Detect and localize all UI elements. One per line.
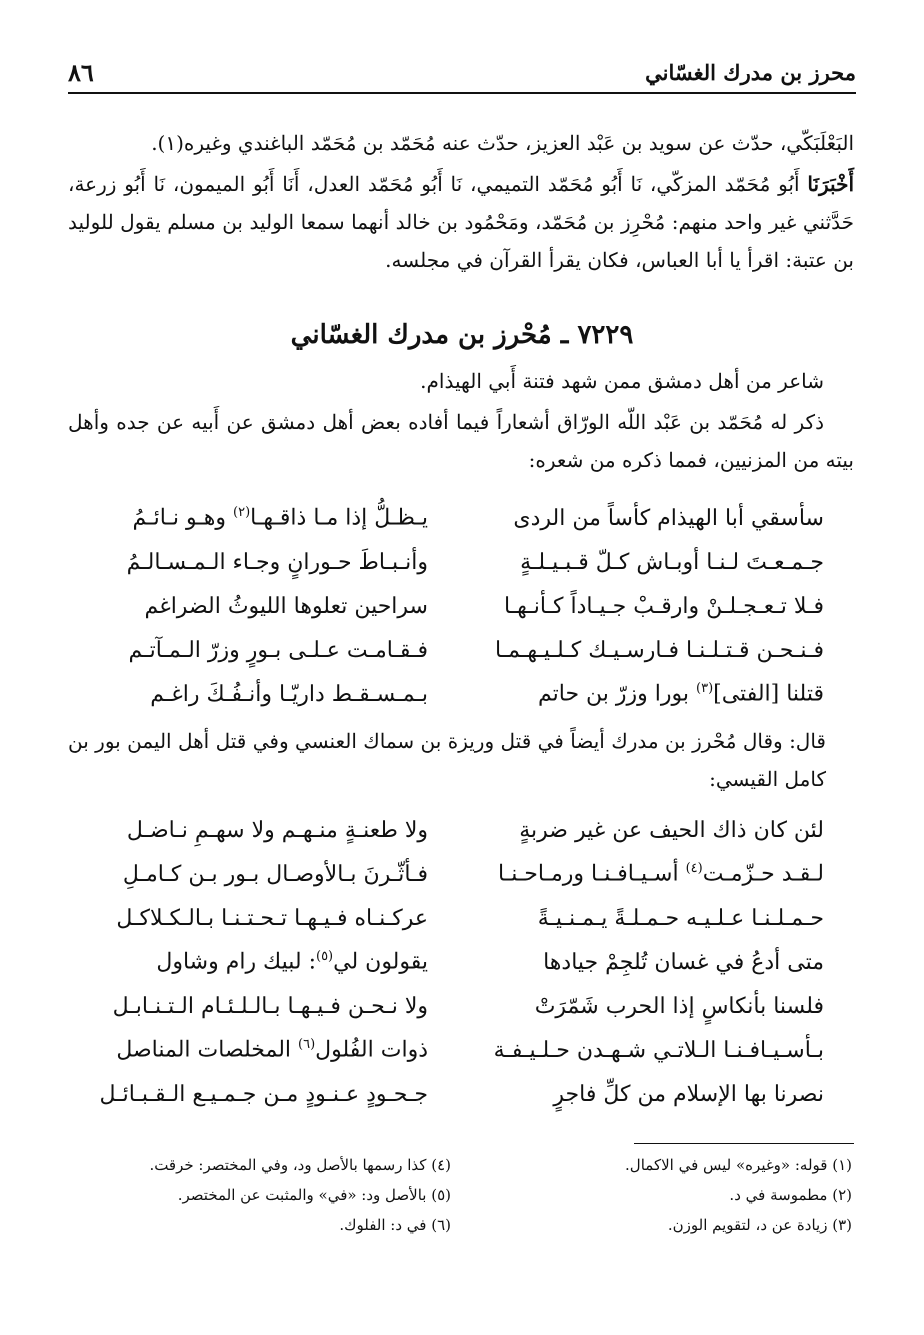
verse-second-hemistich: سراحين تعلوها الليوثُ الضراغم xyxy=(144,593,428,619)
description-text: شاعر من أهل دمشق ممن شهد فتنة أَبي الهيذام. xyxy=(420,369,824,393)
verse xyxy=(90,672,832,716)
footnotes-left-column xyxy=(80,1150,481,1240)
verse-second-hemistich: عركـنـاه فـيـهـا تـحـتـنـا بـالـكـلاكـل xyxy=(116,905,428,931)
isnad-paragraph xyxy=(68,165,854,279)
footnote-marker: (٥) xyxy=(315,949,334,965)
verse-first-hemistich: حـمـلـنـا عـلـيـه حـمـلـةً يـمـنـيـةً xyxy=(537,905,824,931)
verse-second-hemistich: جـحـودٍ عـنـودٍ مـن جـمـيـع الـقـبـائـل xyxy=(99,1081,428,1107)
entry-heading: ٧٢٢٩ ـ مُحْرز بن مدرك الغسّاني xyxy=(290,320,634,350)
intro-text: البَعْلَبَكّي، حدّث عن سويد بن عَبْد العزيز، حدّث عنه مُحَمّد بن مُحَمّد الباغندي وغيره(١). xyxy=(151,131,854,155)
poem-2 xyxy=(90,808,832,1116)
running-title: محرز بن مدرك الغسّاني xyxy=(645,59,856,85)
intro-line xyxy=(68,124,854,162)
verse-first-hemistich: فلسنا بأنكاسٍ إذا الحرب شَمّرَتْ xyxy=(534,993,824,1019)
isnad-text: أَبُو مُحَمّد المزكّي، نَا أَبُو مُحَمّد التميمي، نَا أَبُو مُحَمّد العدل، أَنَا أَبُو الميمون، نَا أَبُو زرعة، حَدَّثني غير واحد منهم: مُحْرِز بن مُحَمّد، ومَحْمُود بن خالد أنهما سمعا الوليد بن مسلم يقول للوليد بن عتبة: اقرأ يا أبا العباس، فكان يقرأ القرآن في مجلسه. xyxy=(68,172,854,272)
source-note-text: ذكر له مُحَمّد بن عَبْد اللّه الورّاق أشعاراً فيما أفاده بعض أهل دمشق عن أَبيه عن جده وأهل بيته من المزنيين، فمما ذكره من شعره: xyxy=(68,410,854,472)
verse xyxy=(90,1028,832,1072)
page-number: ٨٦ xyxy=(68,57,94,87)
footnote: (١) قوله: «وغيره» ليس في الاكمال. xyxy=(625,1156,852,1174)
footnote-marker: (٢) xyxy=(233,505,251,521)
bridge-paragraph xyxy=(68,722,854,798)
verse-second-hemistich: بـمـسـقـط داريّـا وأنـفُـكَ راغـم xyxy=(150,681,428,707)
verse xyxy=(90,984,832,1028)
verse-first-hemistich: لـقـد حـزّمـت$^{(٤)}$ أسـيـافـنـا ورمـاحـنـا xyxy=(498,861,824,887)
footnote: (٤) كذا رسمها بالأصل ود، وفي المختصر: خرقت. xyxy=(149,1156,451,1174)
verse-second-hemistich: وأنـبـاطَ حـورانٍ وجـاء الـمـسـالـمُ xyxy=(126,549,428,575)
verse xyxy=(90,852,832,896)
verse-first-hemistich: بـأسـيـافـنـا الـلاتـي شـهـدن حـلـيـفـة xyxy=(493,1037,824,1063)
verse-second-hemistich: يقولون لي$^{(٥)}$: لبيك رام وشاول xyxy=(156,949,428,975)
footnote: (٢) مطموسة في د. xyxy=(729,1186,852,1204)
page-header xyxy=(68,52,856,94)
verse-second-hemistich: فـقـامـت عـلـى بـورٍ وزرّ الـمـآتـم xyxy=(128,637,428,663)
footnote: (٥) بالأصل ود: «في» والمثبت عن المختصر. xyxy=(177,1186,451,1204)
isnad-lead-word: أَخْبَرَنَا xyxy=(807,172,854,196)
entry-description xyxy=(68,362,854,400)
poem-1 xyxy=(90,496,832,716)
footnote-marker: (٣) xyxy=(696,681,714,697)
verse-second-hemistich: ذوات الفُلول$^{(٦)}$ المخلصات المناصل xyxy=(116,1037,428,1063)
verse-first-hemistich: فـنـحـن قـتـلـنـا فـارسـيـك كـلـيـهـمـا xyxy=(495,637,824,663)
bridge-text: قال: وقال مُحْرز بن مدرك أيضاً في قتل وريزة بن سماك العنسي وفي قتل أهل اليمن بور بن كامل القيسي: xyxy=(68,729,826,791)
footnote-marker: (٦) xyxy=(298,1037,316,1053)
verse-second-hemistich: ولا طعنـةٍ منـهـم ولا سهـمِ نـاضـل xyxy=(126,817,428,843)
verse-second-hemistich: فـأثّـرنَ بـالأوصـال بـور بـن كـامـلِ xyxy=(122,861,428,887)
verse-first-hemistich: سأسقي أبا الهيذام كأساً من الردى xyxy=(513,505,824,531)
verse-first-hemistich: جـمـعـتَ لـنـا أوبـاش كـلّ قـبـيـلـةٍ xyxy=(520,549,824,575)
footnote: (٦) في د: الفلوك. xyxy=(339,1216,451,1234)
verse xyxy=(90,896,832,940)
verse xyxy=(90,496,832,540)
verse xyxy=(90,540,832,584)
verse xyxy=(90,628,832,672)
footnote-divider xyxy=(634,1143,854,1144)
verse xyxy=(90,940,832,984)
verse-first-hemistich: فـلا تـعـجـلـنْ وارقـبْ جـيـاداً كـأنـهـا xyxy=(504,593,824,619)
verse-second-hemistich: ولا نـحـن فـيـهـا بـالـلـئـام الـتـنـابـل xyxy=(112,993,428,1019)
verse-first-hemistich: متى أدعُ في غسان تُلجِمْ جيادها xyxy=(543,949,824,975)
verse-second-hemistich: يـظـلُّ إذا مـا ذاقـهـا$^{(٢)}$ وهـو نـائـمُ xyxy=(132,505,428,531)
footnotes-right-column xyxy=(481,1150,854,1240)
verse xyxy=(90,808,832,852)
verse xyxy=(90,1072,832,1116)
footnotes xyxy=(80,1150,854,1240)
verse-first-hemistich: لئن كان ذاك الحيف عن غير ضربةٍ xyxy=(519,817,824,843)
verse-first-hemistich: قتلنا [الفتى]$^{(٣)}$ بورا وزرّ بن حاتم xyxy=(537,681,824,707)
source-note xyxy=(68,403,854,479)
footnote: (٣) زيادة عن د، لتقويم الوزن. xyxy=(667,1216,852,1234)
footnote-marker: (٤) xyxy=(685,861,703,877)
verse-first-hemistich: نصرنا بها الإسلام من كلِّ فاجرٍ xyxy=(553,1081,824,1107)
verse xyxy=(90,584,832,628)
